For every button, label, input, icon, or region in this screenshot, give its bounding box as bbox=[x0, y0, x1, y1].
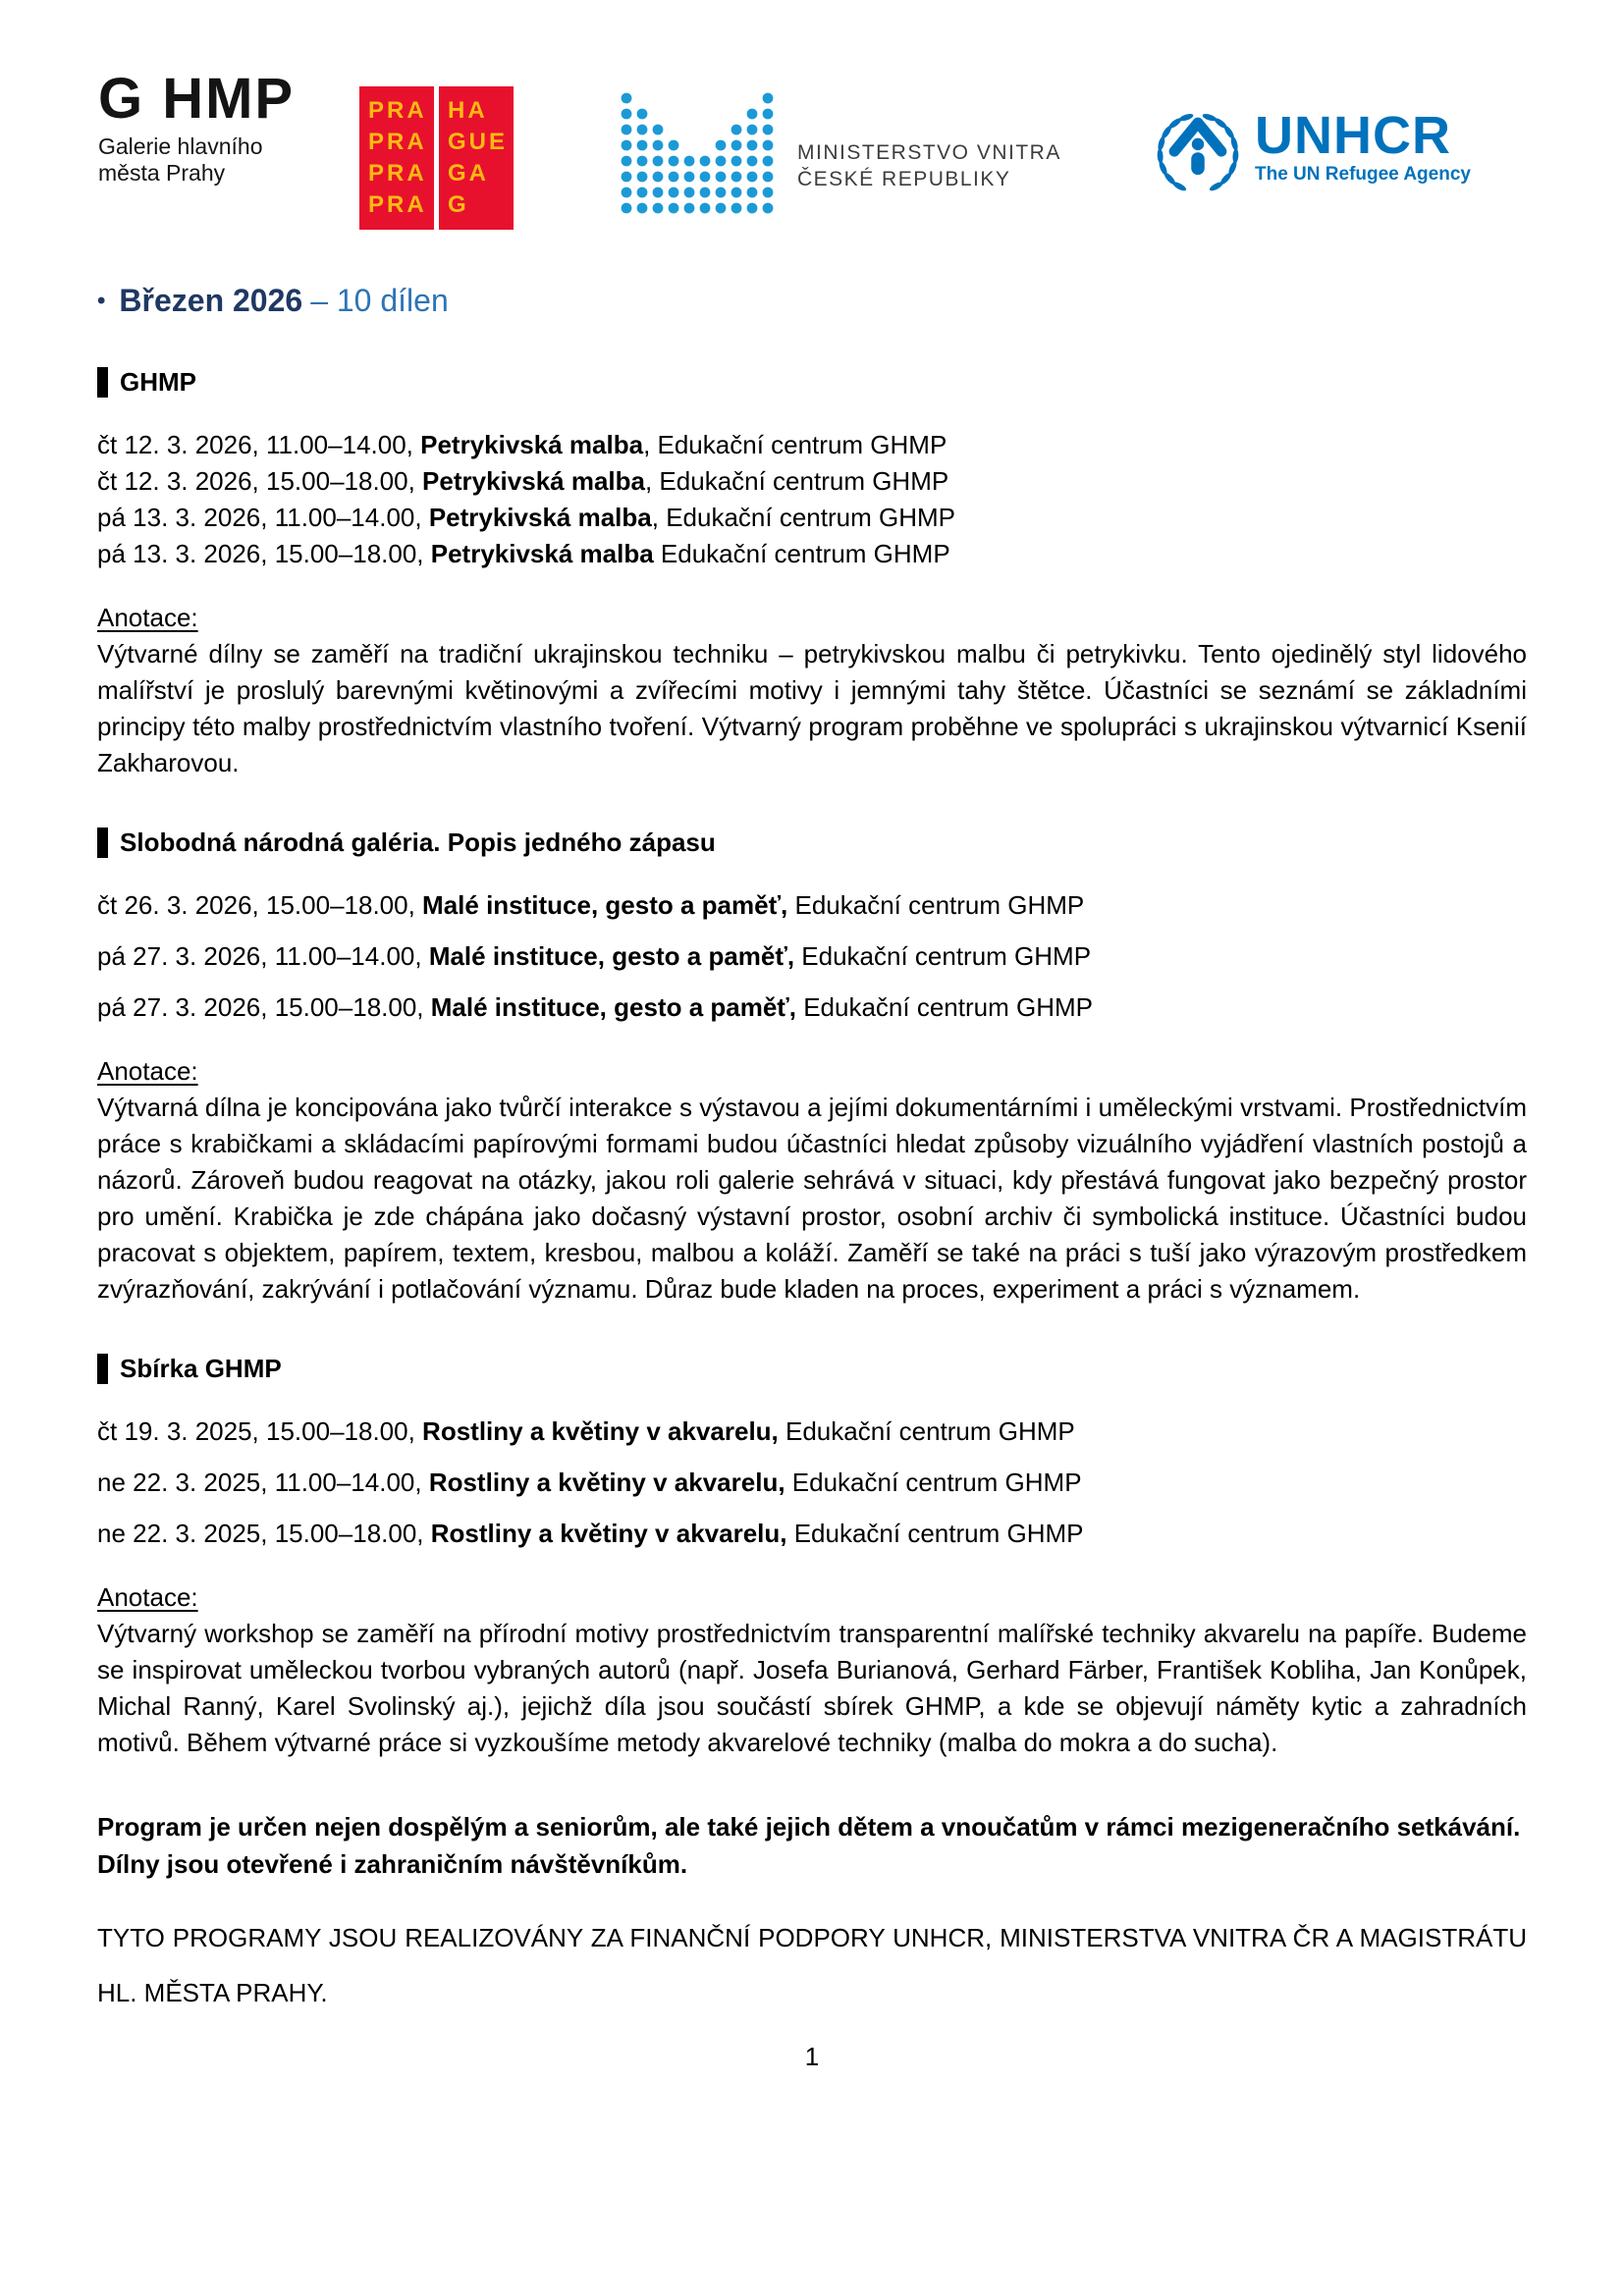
section-heading-text: Slobodná národná galéria. Popis jedného zápasu bbox=[120, 828, 716, 857]
annotation-paragraph: Výtvarné dílny se zaměří na tradiční ukrajinskou techniku – petrykivskou malbu či petrykivku. Tento ojedinělý styl lidového malířství je proslulý barevnými květinovými a zvířecími motivy i jemnými tahy štětce. Účastníci se seznámí se základními principy této malby prostřednictvím vlastního tvoření. Výtvarný program proběhne ve spolupráci s ukrajinskou výtvarnicí Ksenií Zakharovou. bbox=[97, 639, 1527, 777]
annotation-label: Anotace: bbox=[97, 1056, 198, 1086]
person-head-icon bbox=[1192, 138, 1204, 150]
bullet-icon: • bbox=[97, 288, 106, 314]
section-slobodna-narodna-galeria bbox=[97, 827, 1527, 1308]
annotation-label: Anotace: bbox=[97, 1582, 198, 1612]
event-title: Malé instituce, gesto a paměť, bbox=[430, 992, 796, 1022]
funding-note: TYTO PROGRAMY JSOU REALIZOVÁNY ZA FINANČNÍ PODPORY UNHCR, MINISTERSTVA VNITRA ČR A MAGISTRÁTU HL. MĚSTA PRAHY. bbox=[97, 1923, 1527, 2007]
section-ghmp bbox=[97, 366, 1527, 781]
document-body bbox=[0, 281, 1624, 2072]
event-title: Petrykivská malba bbox=[428, 503, 652, 532]
event-title: Rostliny a květiny v akvarelu, bbox=[430, 1519, 787, 1548]
heading-bar-icon bbox=[97, 1354, 108, 1384]
event-title: Petrykivská malba bbox=[430, 539, 654, 568]
event-datetime: čt 19. 3. 2025, 15.00–18.00, bbox=[97, 1416, 423, 1446]
ghmp-wordmark: G HMP bbox=[98, 67, 296, 131]
event-datetime: ne 22. 3. 2025, 11.00–14.00, bbox=[97, 1468, 429, 1497]
event-line bbox=[97, 536, 1527, 572]
ghmp-logo bbox=[98, 67, 296, 187]
event-venue: Edukační centrum GHMP bbox=[794, 941, 1092, 971]
event-title: Malé instituce, gesto a paměť, bbox=[422, 890, 788, 920]
ministry-dots-icon bbox=[619, 90, 776, 216]
event-line bbox=[97, 1465, 1527, 1501]
event-venue: , Edukační centrum GHMP bbox=[644, 466, 949, 496]
ministry-logo-text bbox=[797, 139, 1061, 192]
annotation-paragraph: Výtvarná dílna je koncipována jako tvůrčí interakce s výstavou a jejími dokumentárními i uměleckými vrstvami. Prostřednictvím práce s krabičkami a skládacími papírovými formami budou účastníci hledat způsoby vizuálního vyjádření vlastních postojů a názorů. Zároveň budou reagovat na otázky, jakou roli galerie sehrává v situaci, kdy přestává fungovat jako bezpečný prostor pro umění. Krabička je zde chápána jako dočasný výstavní prostor, osobní archiv či symbolická instituce. Účastníci budou pracovat s objektem, papírem, textem, kresbou, malbou a koláží. Zaměří se také na práci s tuší jako výrazovým prostředkem zvýrazňování, zakrývání i potlačování významu. Důraz bude kladen na proces, experiment a práci s významem. bbox=[97, 1093, 1527, 1304]
event-venue: Edukační centrum GHMP bbox=[786, 1519, 1084, 1548]
page-title-month: Březen 2026 bbox=[119, 283, 303, 318]
event-title: Rostliny a květiny v akvarelu, bbox=[422, 1416, 779, 1446]
section-sbirka-ghmp bbox=[97, 1353, 1527, 1761]
annotation-label: Anotace: bbox=[97, 603, 198, 632]
event-title: Petrykivská malba bbox=[422, 466, 645, 496]
unhcr-wordmark: UNHCR bbox=[1255, 106, 1451, 165]
person-body-icon bbox=[1191, 152, 1205, 175]
praha-logo-row: PRA bbox=[368, 129, 427, 155]
event-datetime: ne 22. 3. 2025, 15.00–18.00, bbox=[97, 1519, 431, 1548]
section-heading bbox=[97, 366, 1527, 398]
event-venue: Edukační centrum GHMP bbox=[785, 1468, 1082, 1497]
annotation-paragraph: Výtvarný workshop se zaměří na přírodní motivy prostřednictvím transparentní malířské techniky akvarelu na papíře. Budeme se inspirovat uměleckou tvorbou vybraných autorů (např. Josefa Burianová, Gerhard Färber, František Kobliha, Jan Konůpek, Michal Ranný, Karel Svolinský aj.), jejichž díla jsou součástí sbírek GHMP, a kde se objevují náměty kytic a zahradních motivů. Během výtvarné práce si vyzkoušíme metody akvarelové techniky (malba do mokra a do sucha). bbox=[97, 1619, 1527, 1757]
event-title: Malé instituce, gesto a paměť, bbox=[428, 941, 795, 971]
section-heading-text: Sbírka GHMP bbox=[120, 1354, 282, 1383]
event-list bbox=[97, 427, 1527, 572]
logo-header bbox=[0, 0, 1624, 238]
event-line bbox=[97, 427, 1527, 463]
page-title-count: – 10 dílen bbox=[310, 283, 449, 318]
unhcr-logo-text bbox=[1255, 106, 1471, 186]
event-venue: Edukační centrum GHMP bbox=[653, 539, 950, 568]
event-venue: Edukační centrum GHMP bbox=[795, 992, 1093, 1022]
event-line bbox=[97, 1516, 1527, 1552]
heading-bar-icon bbox=[97, 367, 108, 398]
praha-logo-row: GUE bbox=[448, 129, 509, 155]
section-heading bbox=[97, 1353, 1527, 1384]
praha-logo bbox=[359, 86, 514, 230]
event-datetime: čt 12. 3. 2026, 11.00–14.00, bbox=[97, 430, 421, 459]
event-datetime: pá 13. 3. 2026, 11.00–14.00, bbox=[97, 503, 429, 532]
page-title bbox=[97, 281, 1527, 321]
event-venue: , Edukační centrum GHMP bbox=[651, 503, 955, 532]
praha-logo-right-panel bbox=[439, 86, 514, 230]
event-line bbox=[97, 463, 1527, 500]
praha-logo-row: PRA bbox=[368, 97, 427, 124]
event-venue: Edukační centrum GHMP bbox=[787, 890, 1085, 920]
event-datetime: čt 12. 3. 2026, 15.00–18.00, bbox=[97, 466, 423, 496]
ghmp-subtitle-line: města Prahy bbox=[98, 160, 226, 186]
page-number: 1 bbox=[804, 2042, 820, 2071]
section-heading-text: GHMP bbox=[120, 367, 196, 397]
event-line bbox=[97, 500, 1527, 536]
event-line bbox=[97, 938, 1527, 975]
event-venue: , Edukační centrum GHMP bbox=[643, 430, 947, 459]
section-heading bbox=[97, 827, 1527, 858]
event-list bbox=[97, 1414, 1527, 1552]
event-datetime: pá 27. 3. 2026, 11.00–14.00, bbox=[97, 941, 429, 971]
event-title: Petrykivská malba bbox=[420, 430, 644, 459]
event-list bbox=[97, 887, 1527, 1026]
unhcr-tagline: The UN Refugee Agency bbox=[1255, 164, 1471, 185]
praha-logo-row: PRA bbox=[368, 160, 427, 187]
event-line bbox=[97, 1414, 1527, 1450]
ministry-logo-text-line: MINISTERSTVO VNITRA bbox=[797, 141, 1061, 164]
event-datetime: čt 26. 3. 2026, 15.00–18.00, bbox=[97, 890, 423, 920]
unhcr-logo bbox=[1147, 96, 1471, 198]
event-title: Rostliny a květiny v akvarelu, bbox=[428, 1468, 785, 1497]
praha-logo-left-panel bbox=[359, 86, 434, 230]
event-line bbox=[97, 887, 1527, 924]
ghmp-subtitle bbox=[98, 133, 295, 187]
event-venue: Edukační centrum GHMP bbox=[778, 1416, 1075, 1446]
heading-bar-icon bbox=[97, 828, 108, 858]
event-datetime: pá 27. 3. 2026, 15.00–18.00, bbox=[97, 992, 431, 1022]
unhcr-emblem-icon bbox=[1147, 96, 1249, 198]
praha-logo-row: GA bbox=[448, 160, 489, 187]
praha-logo-row: HA bbox=[448, 97, 488, 124]
event-datetime: pá 13. 3. 2026, 15.00–18.00, bbox=[97, 539, 431, 568]
ghmp-subtitle-line: Galerie hlavního bbox=[98, 133, 263, 159]
ministry-of-interior-logo bbox=[619, 90, 1061, 216]
event-line bbox=[97, 989, 1527, 1026]
praha-logo-row: G bbox=[448, 191, 469, 218]
praha-logo-row: PRA bbox=[368, 191, 427, 218]
program-audience-note: Program je určen nejen dospělým a seniorům, ale také jejich dětem a vnoučatům v rámci mezigeneračního setkávání. Dílny jsou otevřené i zahraničním návštěvníkům. bbox=[97, 1812, 1521, 1879]
ministry-logo-text-line: ČESKÉ REPUBLIKY bbox=[797, 168, 1011, 190]
